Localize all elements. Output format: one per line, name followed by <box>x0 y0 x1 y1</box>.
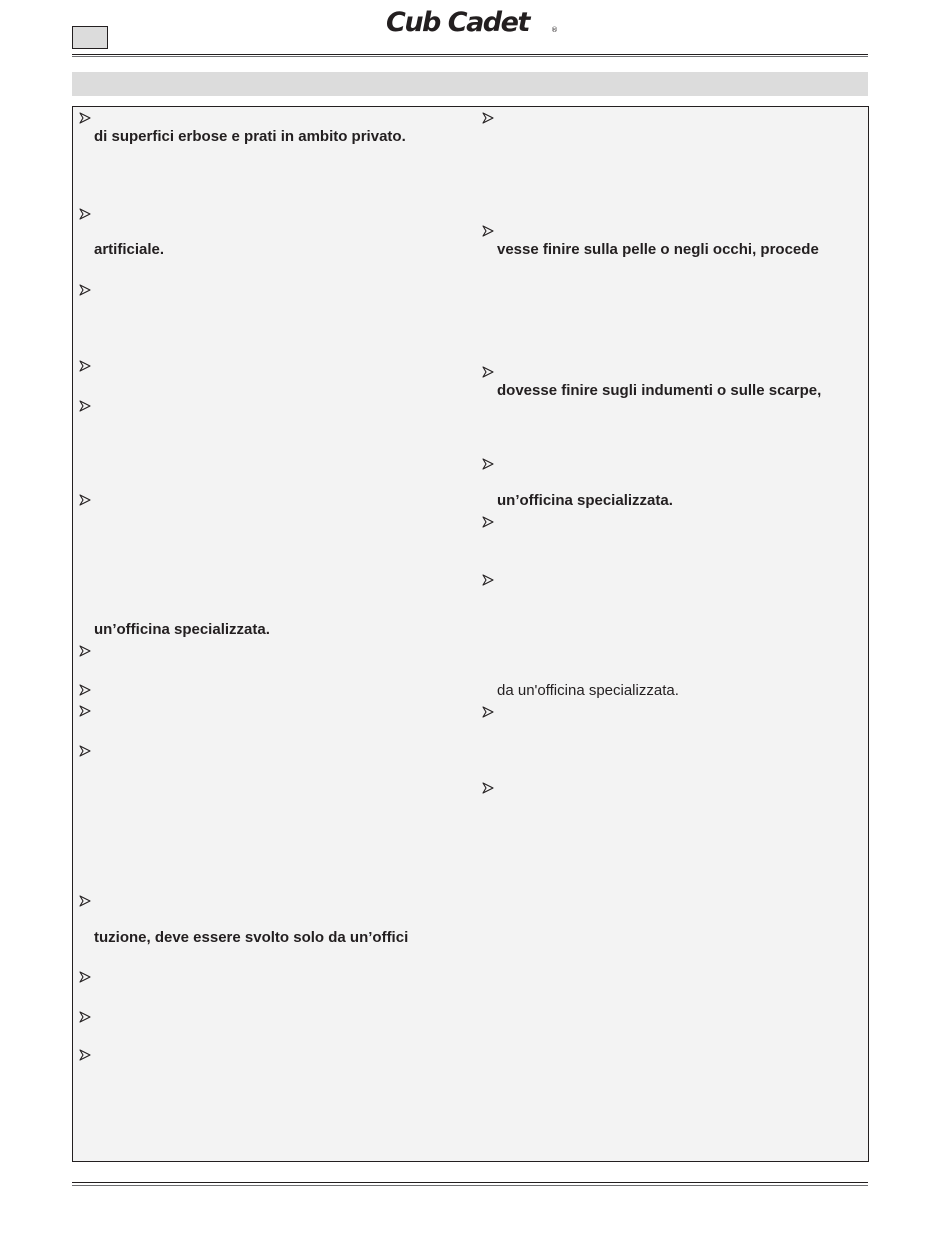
left-text-line: un’officina specializzata. <box>94 621 270 638</box>
logo-registered-mark: ® <box>551 26 558 34</box>
left-text-line: di superfici erbose e prati in ambito privato. <box>94 128 406 145</box>
arrowhead-bullet-icon <box>79 684 91 696</box>
arrowhead-bullet-icon <box>482 706 494 718</box>
arrowhead-bullet-icon <box>79 1049 91 1061</box>
left-text-line: artificiale. <box>94 241 165 258</box>
logo-wordmark: Cub Cadet <box>386 7 529 38</box>
arrowhead-bullet-icon <box>79 400 91 412</box>
footer-rule <box>72 1182 868 1183</box>
section-heading-bar <box>72 72 868 96</box>
page-number-box <box>72 26 108 49</box>
arrowhead-bullet-icon <box>482 112 494 124</box>
arrowhead-bullet-icon <box>79 284 91 296</box>
arrowhead-bullet-icon <box>79 745 91 757</box>
right-text-line: vesse finire sulla pelle o negli occhi, procede <box>497 241 819 258</box>
arrowhead-bullet-icon <box>79 895 91 907</box>
brand-logo <box>380 2 570 42</box>
arrowhead-bullet-icon <box>79 494 91 506</box>
arrowhead-bullet-icon <box>482 516 494 528</box>
arrowhead-bullet-icon <box>482 366 494 378</box>
arrowhead-bullet-icon <box>79 705 91 717</box>
arrowhead-bullet-icon <box>79 360 91 372</box>
header-rule <box>72 54 868 55</box>
arrowhead-bullet-icon <box>482 225 494 237</box>
header-rule-thin <box>72 56 868 57</box>
arrowhead-bullet-icon <box>79 112 91 124</box>
arrowhead-bullet-icon <box>482 574 494 586</box>
arrowhead-bullet-icon <box>79 645 91 657</box>
footer-rule-thin <box>72 1185 868 1186</box>
arrowhead-bullet-icon <box>79 971 91 983</box>
arrowhead-bullet-icon <box>79 208 91 220</box>
right-text-line: un’officina specializzata. <box>497 492 673 509</box>
arrowhead-bullet-icon <box>482 458 494 470</box>
right-text-line: dovesse finire sugli indumenti o sulle scarpe, <box>497 382 822 399</box>
cub-cadet-logo <box>380 2 570 42</box>
left-text-line: tuzione, deve essere svolto solo da un’offici <box>94 929 409 946</box>
arrowhead-bullet-icon <box>482 782 494 794</box>
arrowhead-bullet-icon <box>79 1011 91 1023</box>
right-text-line: da un'officina specializzata. <box>497 682 679 699</box>
